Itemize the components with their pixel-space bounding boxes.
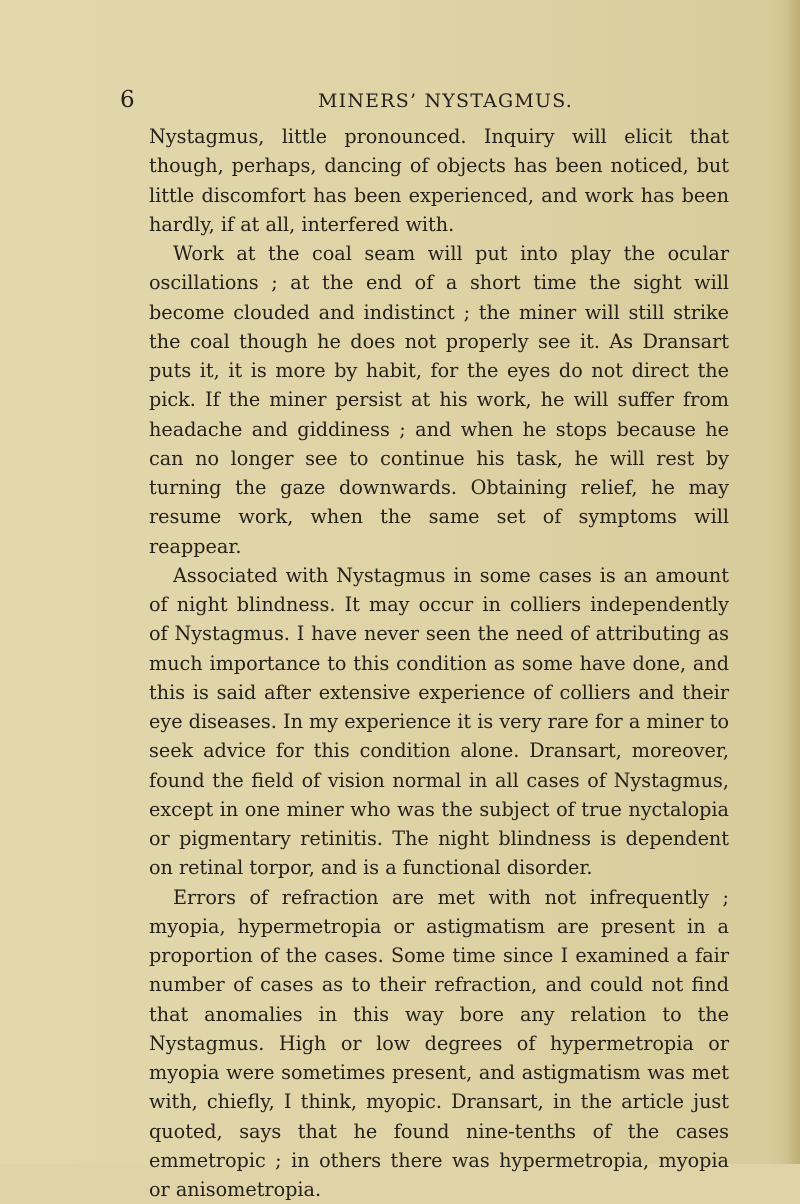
page-edge-shadow [786, 0, 800, 1164]
running-head [0, 86, 800, 116]
paragraph-night-blindness: Associated with Nystagmus in some cases is an amount of night blindness. It may occur in colliers independently of Nystagmus. I have never seen the need of attributing as much importance to this condition as some have done, and this is said after extensive experience of colliers and their eye diseases. In my experience it is very rare for a miner to seek advice for this condition alone. Dransart, moreover, found the field of vision normal in all cases of Nystagmus, except in one miner who was the subject of true nyctalopia or pigmentary retinitis. The night blindness is dependent on retinal torpor, and is a functional disorder. [149, 561, 729, 883]
body-text [149, 122, 729, 1204]
running-title: MINERS’ NYSTAGMUS. [318, 88, 573, 114]
page-number: 6 [120, 86, 135, 114]
paragraph-work-at-coal-seam: Work at the coal seam will put into play the ocular oscillations ; at the end of a short time the sight will become clouded and indistinct ; the miner will still strike the coal though he does not properly see it. As Dransart puts it, it is more by habit, for the eyes do not direct the pick. If the miner persist at his work, he will suffer from headache and giddiness ; and when he stops because he can no longer see to continue his task, he will rest by turning the gaze downwards. Obtaining relief, he may resume work, when the same set of symptoms will reappear. [149, 239, 729, 561]
paragraph-continuation: Nystagmus, little pronounced. Inquiry will elicit that though, perhaps, dancing of objects has been noticed, but little discomfort has been experienced, and work has been hardly, if at all, interfered with. [149, 122, 729, 239]
paragraph-errors-of-refraction: Errors of refraction are met with not infrequently ; myopia, hypermetropia or astigmatism are present in a proportion of the cases. Some time since I examined a fair number of cases as to their refraction, and could not find that anomalies in this way bore any relation to the Nystagmus. High or low degrees of hypermetropia or myopia were sometimes present, and astigmatism was met with, chiefly, I think, myopic. Dransart, in the article just quoted, says that he found nine-tenths of the cases emmetropic ; in others there was hypermetropia, myopia or anisometropia. [149, 883, 729, 1204]
